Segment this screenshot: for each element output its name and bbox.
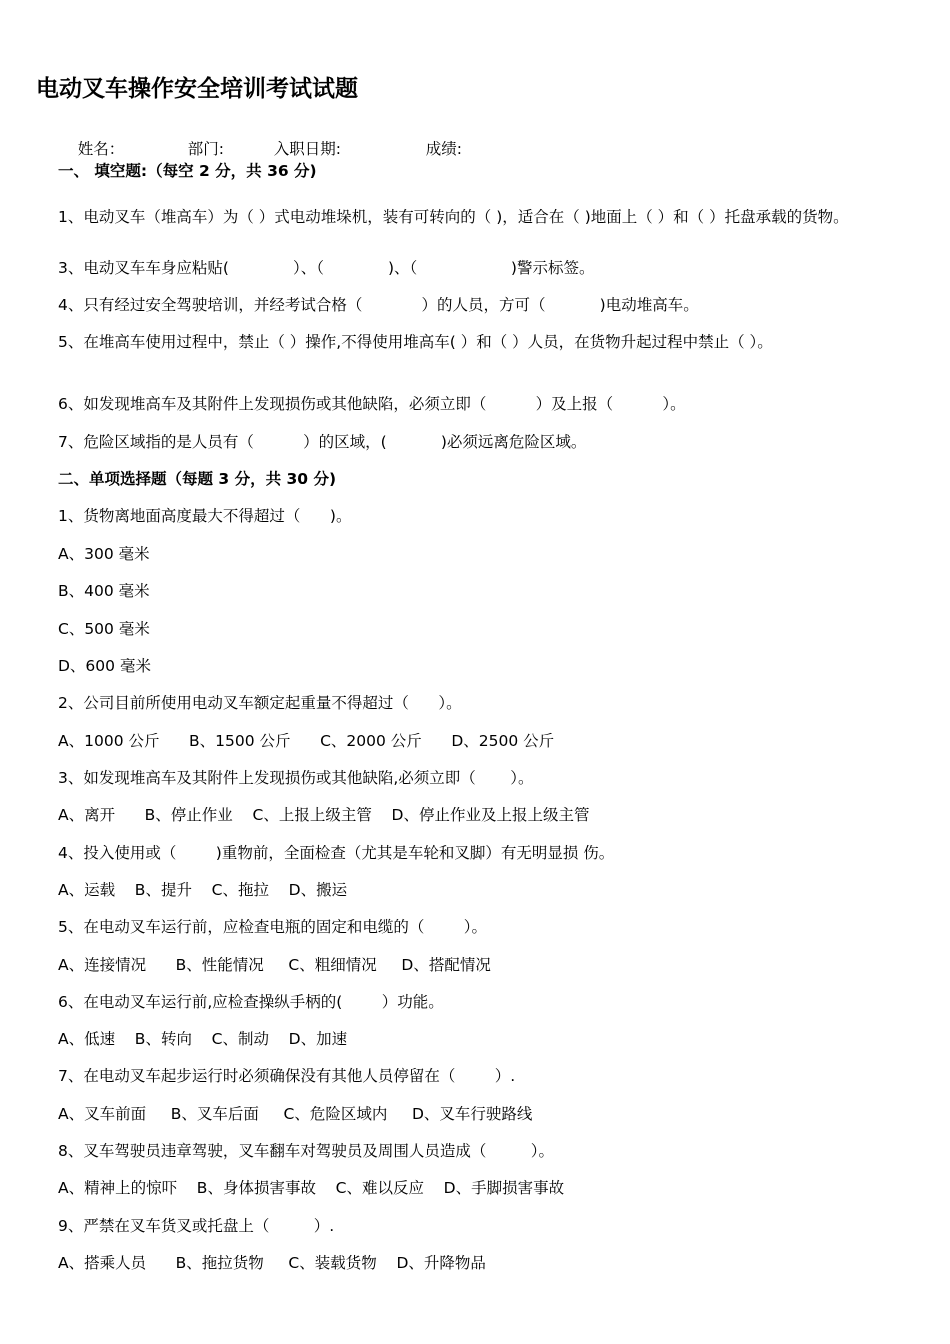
choice-q2-options: A、1000 公斤 B、1500 公斤 C、2000 公斤 D、2500 公斤	[58, 732, 555, 750]
choice-q7: 7、在电动叉车起步运行时必须确保没有其他人员停留在（ ）.	[58, 1067, 516, 1085]
choice-q6-options: A、低速 B、转向 C、制动 D、加速	[58, 1030, 348, 1048]
fill-question-1: 1、电动叉车（堆高车）为（ ）式电动堆垛机，装有可转向的（ )，适合在（ )地面上（ ）和（ ）托盘承载的货物。	[58, 208, 849, 226]
dept-label: 部门:	[187, 140, 224, 158]
choice-q9-options: A、搭乘人员 B、拖拉货物 C、装载货物 D、升降物品	[58, 1254, 486, 1272]
choice-q3: 3、如发现堆高车及其附件上发现损伤或其他缺陷,必须立即（ ）。	[58, 769, 534, 787]
choice-q3-options: A、离开 B、停止作业 C、上报上级主管 D、停止作业及上报上级主管	[58, 806, 590, 824]
choice-q8-options: A、精神上的惊吓 B、身体损害事故 C、难以反应 D、手脚损害事故	[58, 1179, 565, 1197]
fill-question-6: 6、如发现堆高车及其附件上发现损伤或其他缺陷，必须立即（ ）及上报（ ）。	[58, 395, 686, 413]
choice-q1-option-d: D、600 毫米	[58, 657, 151, 675]
choice-q1: 1、货物离地面高度最大不得超过（ )。	[58, 507, 352, 525]
choice-q8: 8、叉车驾驶员违章驾驶，叉车翻车对驾驶员及周围人员造成（ ）。	[58, 1142, 554, 1160]
page-title: 电动叉车操作安全培训考试试题	[36, 76, 358, 102]
choice-q4: 4、投入使用或（ )重物前，全面检查（尤其是车轮和叉脚）有无明显损 伤。	[58, 844, 615, 862]
choice-q2: 2、公司目前所使用电动叉车额定起重量不得超过（ ）。	[58, 694, 462, 712]
choice-q6: 6、在电动叉车运行前,应检查操纵手柄的( ）功能。	[58, 993, 444, 1011]
choice-q4-options: A、运载 B、提升 C、拖拉 D、搬运	[58, 881, 348, 899]
choice-q1-option-a: A、300 毫米	[58, 545, 150, 563]
fill-question-5: 5、在堆高车使用过程中，禁止（ ）操作,不得使用堆高车( ）和（ ）人员，在货物升起过程中禁止（ ）。	[58, 333, 773, 351]
fill-question-3: 3、电动叉车车身应粘贴( ）、（ )、（ )警示标签。	[58, 259, 595, 277]
fill-question-4: 4、只有经过安全驾驶培训，并经考试合格（ ）的人员，方可（ )电动堆高车。	[58, 296, 699, 314]
name-label: 姓名：	[77, 140, 125, 158]
choice-q7-options: A、叉车前面 B、叉车后面 C、危险区域内 D、叉车行驶路线	[58, 1105, 533, 1123]
date-label: 入职日期:	[273, 140, 341, 158]
section2-heading: 二、单项选择题（每题 3 分，共 30 分)	[58, 470, 337, 488]
choice-q1-option-c: C、500 毫米	[58, 620, 150, 638]
choice-q5-options: A、连接情况 B、性能情况 C、粗细情况 D、搭配情况	[58, 956, 491, 974]
score-label: 成绩:	[425, 140, 462, 158]
section1-heading: 一、 填空题:（每空 2 分，共 36 分)	[58, 162, 317, 180]
choice-q5: 5、在电动叉车运行前，应检查电瓶的固定和电缆的（ ）。	[58, 918, 488, 936]
choice-q1-option-b: B、400 毫米	[58, 582, 150, 600]
choice-q9: 9、严禁在叉车货叉或托盘上（ ）.	[58, 1217, 335, 1235]
fill-question-7: 7、危险区域指的是人员有（ ）的区域，( )必须远离危险区域。	[58, 433, 587, 451]
